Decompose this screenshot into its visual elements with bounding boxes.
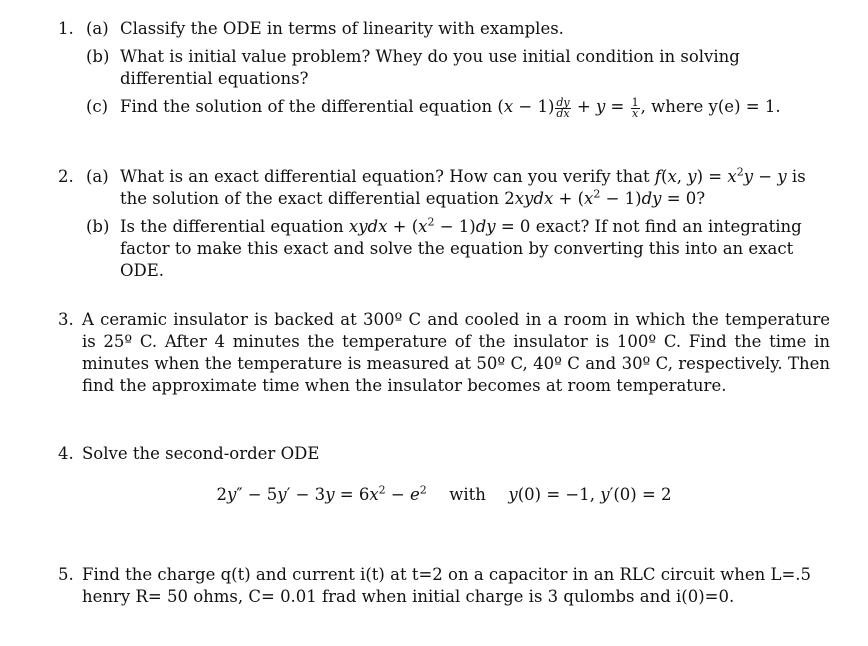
question-2 (58, 166, 830, 282)
equation: $2y'' - 5y' - 3y = 6x^2 - e^2$ (216, 483, 427, 504)
question-5 (58, 564, 830, 608)
initial-conditions: y(0) = −1, y′(0) = 2 (508, 485, 672, 504)
question-1a (58, 18, 830, 40)
question-number: 3. (58, 310, 74, 329)
equation: 2xydx + $(x^2 - 1)dy = 0$? (504, 187, 706, 208)
question-1 (58, 18, 830, 119)
part-text-pre: Is the differential equation (120, 217, 344, 236)
question-number: 4. (58, 444, 74, 463)
equation: xydx + $(x^2 - 1)dy = 0$ (348, 215, 531, 236)
part-text-post: where y(e) = 1. (651, 97, 781, 116)
with-word: with (449, 485, 486, 504)
question-2a (58, 166, 830, 210)
question-text: Solve the second-order ODE (82, 444, 320, 463)
equation: f(x, $y) = x^2y - y$ (654, 165, 787, 186)
part-label: (a) (86, 19, 109, 38)
question-text: Find the charge q(t) and current i(t) at t=2 on a capacitor in an RLC circuit when L=.5 henry R= 50 ohms, C= 0.01 frad when initial charge is 3 qulombs and i(0)=0. (82, 565, 812, 606)
equation: (x − 1) $\frac{dy}{dx}$ + y = $\frac{1}{x}$ , (497, 96, 646, 120)
part-text-pre: Find the solution of the differential equation (120, 97, 493, 116)
part-text-pre: What is an exact differential equation? How can you verify that (120, 167, 650, 186)
question-4 (58, 443, 830, 506)
part-label: (a) (86, 167, 109, 186)
question-number: 2. (58, 167, 74, 186)
part-text-post: exact? If not find an integrating factor to make this exact and solve the equation by converting this into an exact ODE. (120, 217, 802, 280)
part-text-mid: is the solution of the exact differential equation (120, 167, 806, 208)
question-number: 1. (58, 19, 74, 38)
ode-equation (58, 484, 830, 506)
part-label: (b) (86, 217, 110, 236)
part-label: (c) (86, 97, 109, 116)
question-1b (58, 46, 830, 90)
question-2b (58, 216, 830, 282)
part-text: What is initial value problem? Whey do you use initial condition in solving differential equations? (120, 47, 740, 88)
question-3 (58, 309, 830, 397)
part-text: Classify the ODE in terms of linearity with examples. (120, 19, 564, 38)
question-number: 5. (58, 565, 74, 584)
part-label: (b) (86, 47, 110, 66)
question-text: A ceramic insulator is backed at 300º C and cooled in a room in which the temperature is 25º C. After 4 minutes the temperature of the insulator is 100º C. Find the time in minutes when the temperature is measured at 50º C, 40º C and 30º C, respectively. Then find the approximate time when the insulator becomes at room temperature. (82, 310, 830, 395)
question-1c (58, 96, 830, 119)
